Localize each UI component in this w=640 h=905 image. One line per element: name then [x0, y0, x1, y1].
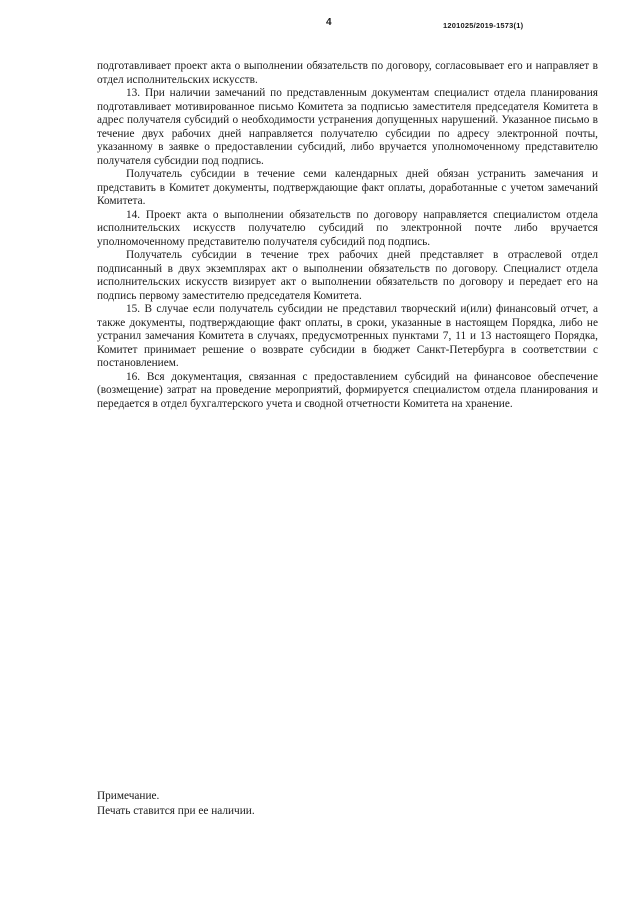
document-code: 1201025/2019-1573(1): [443, 21, 524, 30]
paragraph-remarks-deadline: Получатель субсидии в течение семи календарных дней обязан устранить замечания и представить в Комитет документы, подтверждающие факт оплаты, доработанные с учетом замечаний Комитета.: [97, 168, 598, 207]
paragraph-continuation: подготавливает проект акта о выполнении обязательств по договору, согласовывает его и направляет в отдел исполнительских искусств.: [97, 60, 598, 86]
note-title: Примечание.: [97, 790, 160, 802]
paragraph-item-14: 14. Проект акта о выполнении обязательств по договору направляется специалистом отдела исполнительских искусств получателю субсидий по электронной почте либо вручается уполномоченному представителю получателя субсидий под подпись.: [97, 208, 598, 248]
paragraph-item-15: 15. В случае если получатель субсидии не представил творческий и(или) финансовый отчет, а также документы, подтверждающие факт оплаты, в сроки, указанные в настоящем Порядка, либо не устранил замечания Комитета в случаях, предусмотренных пунктами 7, 11 и 13 настоящего Порядка, Комитет принимает решение о возврате субсидии в бюджет Санкт-Петербурга в соответствии с постановлением.: [97, 303, 598, 369]
page-number: 4: [326, 17, 332, 28]
note-text: Печать ставится при ее наличии.: [97, 804, 255, 817]
paragraph-act-signing: Получатель субсидии в течение трех рабочих дней представляет в отраслевой отдел подписанный в двух экземплярах акт о выполнении обязательств по договору. Специалист отдела исполнительских искусств визирует акт о выполнении обязательств по договору и передает его на подпись первому заместителю председателя Комитета.: [97, 249, 598, 302]
document-body: [97, 60, 598, 411]
paragraph-item-13: 13. При наличии замечаний по представленным документам специалист отдела планирования подготавливает мотивированное письмо Комитета за подписью заместителя председателя Комитета в адрес получателя субсидий о необходимости устранения допущенных нарушений. Указанное письмо в течение двух рабочих дней направляется получателю субсидии по адресу электронной почты, указанному в заявке о предоставлении субсидий, либо вручается уполномоченному представителю получателя субсидии под подпись.: [97, 87, 598, 167]
note-block: [97, 789, 598, 818]
paragraph-item-16: 16. Вся документация, связанная с предоставлением субсидий на финансовое обеспечение (возмещение) затрат на проведение мероприятий, формируется специалистом отдела планирования и передается в отдел бухгалтерского учета и сводной отчетности Комитета на хранение.: [97, 370, 598, 410]
